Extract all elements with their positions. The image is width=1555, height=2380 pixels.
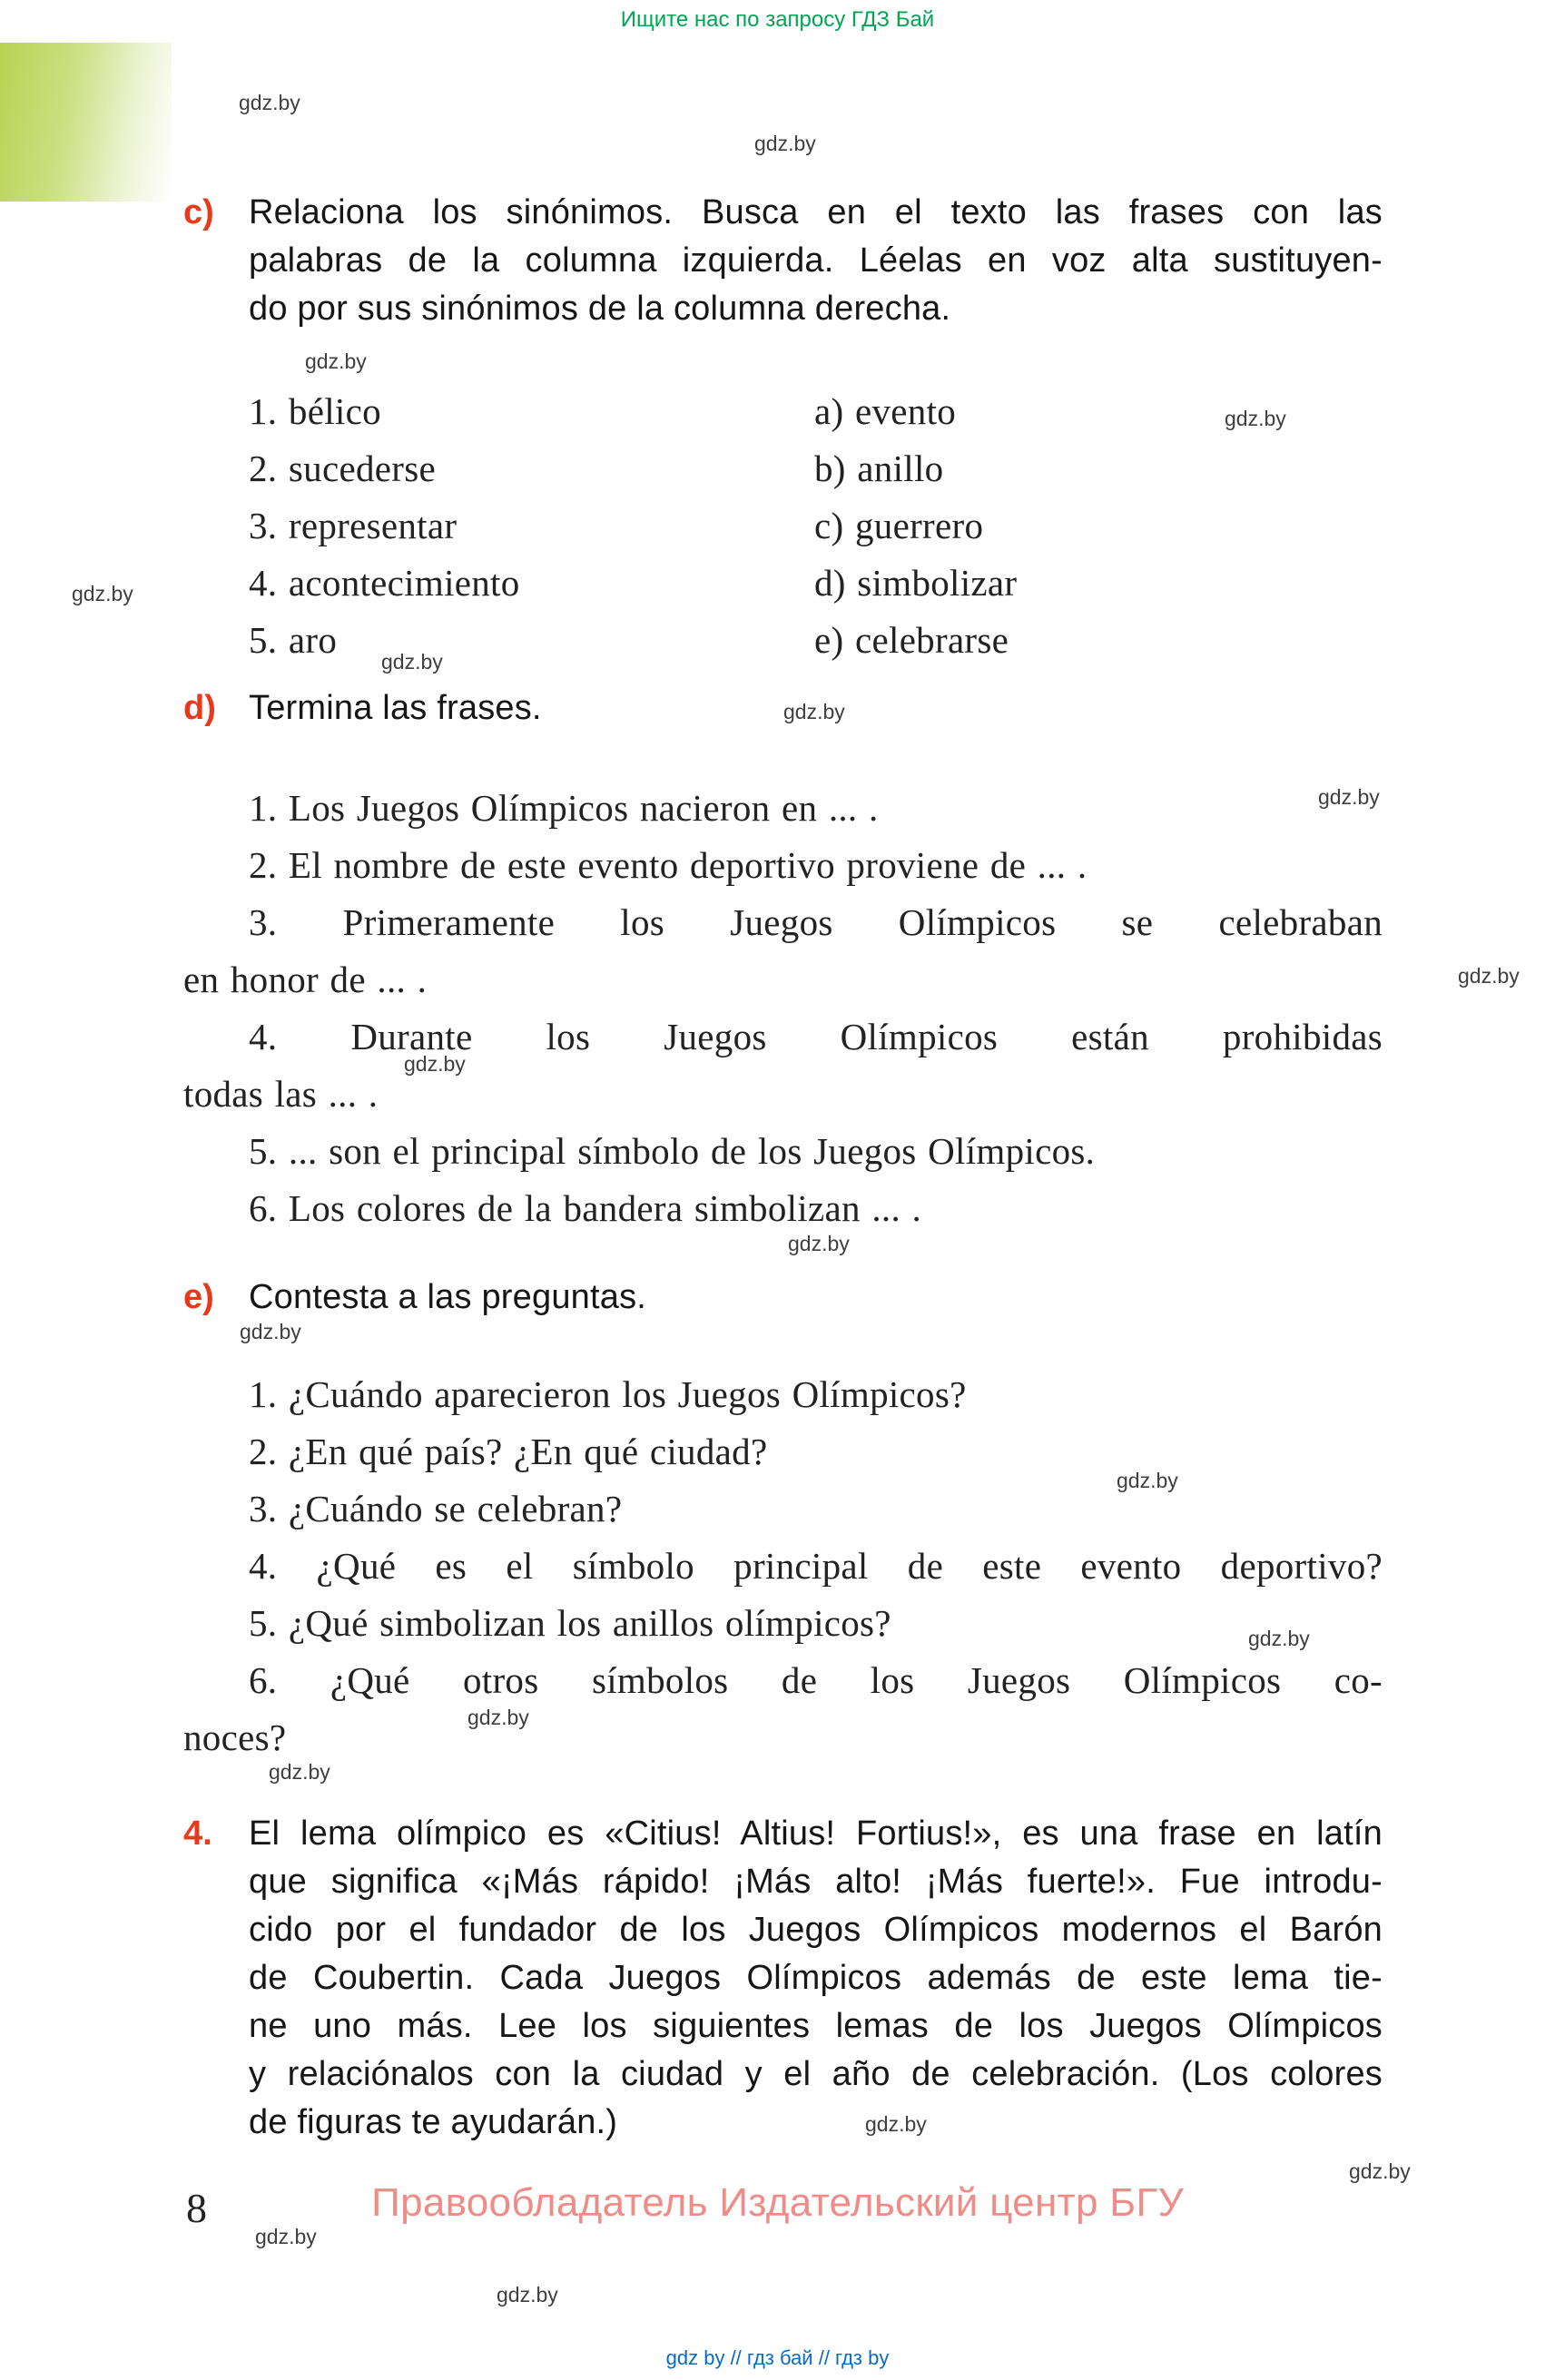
exercise-4-line: cido por el fundador de los Juegos Olímpicos modernos el Barón: [249, 1911, 1383, 1949]
exercise-c-instruction: [249, 189, 1383, 333]
synonym-left-item: 2. sucederse: [249, 447, 436, 489]
exercise-e: [183, 1274, 1383, 1322]
gdz-watermark: gdz.by: [404, 1052, 466, 1076]
gdz-watermark: gdz.by: [497, 2283, 558, 2306]
instruction-line: do por sus sinónimos de la columna derecha.: [249, 290, 951, 328]
synonym-right-column: [814, 383, 1017, 669]
exercise-item-line: 2. El nombre de este evento deportivo proviene de ... .: [249, 844, 1088, 886]
gdz-watermark: gdz.by: [381, 650, 443, 674]
exercise-d-items: [183, 780, 1383, 1237]
exercise-item-line: noces?: [183, 1716, 287, 1758]
synonym-right-item: d) simbolizar: [814, 562, 1018, 604]
synonym-right-item: b) anillo: [814, 447, 944, 489]
gdz-watermark: gdz.by: [72, 582, 133, 605]
gdz-watermark: gdz.by: [783, 700, 845, 723]
decorative-gradient-square: [0, 43, 172, 202]
gdz-watermark: gdz.by: [240, 1320, 301, 1343]
exercise-e-label: e): [183, 1278, 214, 1316]
gdz-watermark: gdz.by: [467, 1706, 529, 1729]
exercise-d-label: d): [183, 689, 216, 727]
exercise-item-line: 3. ¿Cuándo se celebran?: [249, 1488, 623, 1529]
synonym-left-item: 1. bélico: [249, 390, 381, 432]
exercise-4-line: ne uno más. Lee los siguientes lemas de los Juegos Olímpicos: [249, 2007, 1383, 2045]
synonym-left-item: 5. aro: [249, 619, 338, 661]
copyright-notice: Правообладатель Издательский центр БГУ: [371, 2180, 1184, 2225]
exercise-item-line: 6. Los colores de la bandera simbolizan ... .: [249, 1187, 922, 1229]
instruction-line: palabras de la columna izquierda. Léelas en voz alta sustituyen-: [249, 241, 1383, 280]
exercise-item-line: 5. ¿Qué simbolizan los anillos olímpicos?: [249, 1602, 891, 1644]
page-number: 8: [186, 2185, 207, 2231]
exercise-4: [183, 1810, 1383, 2147]
exercise-4-line: El lema olímpico es «Citius! Altius! Fortius!», es una frase en latín: [249, 1815, 1383, 1853]
instruction-line: Relaciona los sinónimos. Busca en el texto las frases con las: [249, 193, 1383, 231]
synonym-right-item: e) celebrarse: [814, 619, 1009, 661]
exercise-e-instruction: Contesta a las preguntas.: [249, 1278, 647, 1316]
exercise-item-line: 5. ... son el principal símbolo de los Juegos Olímpicos.: [249, 1130, 1096, 1172]
exercise-item-line: en honor de ... .: [183, 959, 428, 1000]
gdz-watermark: gdz.by: [1117, 1469, 1178, 1492]
synonym-matching-list: [183, 383, 1383, 669]
exercise-c-label: c): [183, 193, 214, 231]
exercise-item-line: todas las ... .: [183, 1073, 379, 1115]
exercise-item-line: 1. ¿Cuándo aparecieron los Juegos Olímpicos?: [249, 1373, 967, 1415]
gdz-watermark: gdz.by: [1318, 785, 1380, 809]
footer-links: gdz by // гдз бай // гдз by: [665, 2346, 890, 2369]
exercise-c: [183, 189, 1383, 333]
gdz-watermark: gdz.by: [788, 1232, 850, 1255]
synonym-left-item: 4. acontecimiento: [249, 562, 520, 604]
gdz-watermark: gdz.by: [305, 349, 367, 373]
exercise-4-label: 4.: [183, 1815, 212, 1853]
gdz-watermark: gdz.by: [1248, 1627, 1310, 1650]
gdz-watermark: gdz.by: [239, 91, 300, 114]
exercise-item-line: 6. ¿Qué otros símbolos de los Juegos Olímpicos co-: [249, 1659, 1383, 1701]
synonym-right-item: c) guerrero: [814, 505, 984, 546]
exercise-4-line: de figuras te ayudarán.): [249, 2103, 618, 2141]
gdz-watermark: gdz.by: [754, 132, 816, 155]
exercise-item-line: 4. ¿Qué es el símbolo principal de este evento deportivo?: [249, 1545, 1383, 1587]
gdz-watermark: gdz.by: [1458, 964, 1520, 988]
promo-banner-text: Ищите нас по запросу ГДЗ Бай: [620, 7, 935, 32]
gdz-watermark: gdz.by: [255, 2225, 317, 2248]
gdz-watermark: gdz.by: [269, 1760, 330, 1784]
exercise-item-line: 1. Los Juegos Olímpicos nacieron en ... .: [249, 787, 879, 829]
gdz-watermark: gdz.by: [1349, 2159, 1411, 2183]
exercise-item-line: 4. Durante los Juegos Olímpicos están prohibidas: [249, 1016, 1383, 1057]
gdz-watermark: gdz.by: [1225, 407, 1286, 430]
synonym-left-item: 3. representar: [249, 505, 458, 546]
exercise-item-line: 2. ¿En qué país? ¿En qué ciudad?: [249, 1431, 768, 1472]
exercise-d-instruction: Termina las frases.: [249, 689, 542, 727]
exercise-d: [183, 684, 1383, 733]
exercise-4-line: de Coubertin. Cada Juegos Olímpicos además de este lema tie-: [249, 1959, 1383, 1997]
synonym-left-column: [249, 383, 520, 669]
synonym-right-item: a) evento: [814, 390, 957, 432]
exercise-4-line: y relaciónalos con la ciudad y el año de celebración. (Los colores: [249, 2055, 1383, 2093]
exercise-item-line: 3. Primeramente los Juegos Olímpicos se celebraban: [249, 901, 1383, 943]
exercise-4-line: que significa «¡Más rápido! ¡Más alto! ¡Más fuerte!». Fue introdu-: [249, 1863, 1383, 1901]
exercise-e-items: [183, 1366, 1383, 1766]
gdz-watermark: gdz.by: [865, 2112, 927, 2136]
